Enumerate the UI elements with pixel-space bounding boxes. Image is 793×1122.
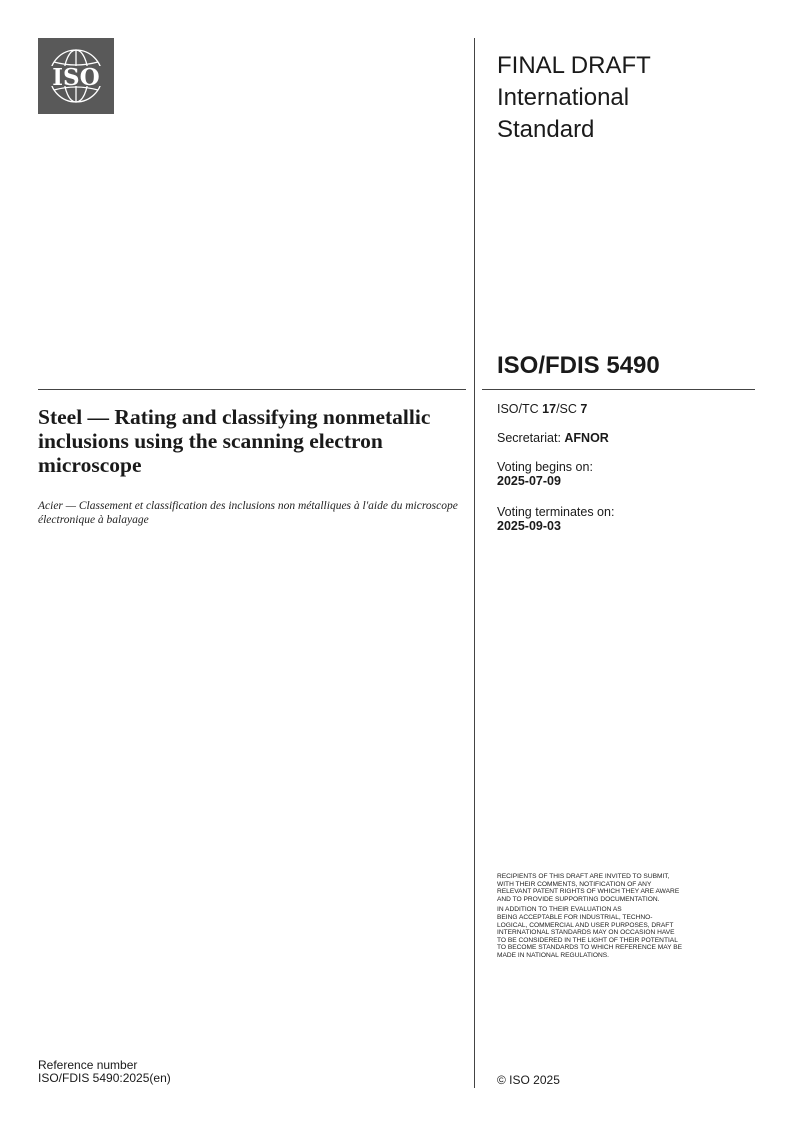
vertical-divider [474, 38, 475, 1088]
voting-terminates [497, 505, 614, 533]
iso-globe-logo-icon [38, 38, 114, 114]
title-french: Acier — Classement et classification des inclusions non métalliques à l'aide du microscope électronique à balayage [38, 500, 458, 526]
voting-begins [497, 460, 593, 488]
voting-begins-date: 2025-07-09 [497, 474, 561, 488]
committee-reference [497, 402, 587, 416]
secretariat [497, 431, 609, 445]
notice-paragraph-1: RECIPIENTS OF THIS DRAFT ARE INVITED TO SUBMIT, WITH THEIR COMMENTS, NOTIFICATION OF ANY RELEVANT PATENT RIGHTS OF WHICH THEY ARE AWARE AND TO PROVIDE SUPPORTING DOCUMENTATION. [497, 873, 680, 903]
title-english: Steel — Rating and classifying nonmetallic inclusions using the scanning electron microscope [38, 405, 431, 477]
reference-label: Reference number [38, 1058, 138, 1072]
voting-begins-label: Voting begins on: [497, 460, 593, 474]
committee-tc-number: 17 [542, 402, 557, 416]
logo-text: ISO [52, 64, 100, 91]
notice-paragraph-2: IN ADDITION TO THEIR EVALUATION AS BEING ACCEPTABLE FOR INDUSTRIAL, TECHNO- LOGICAL, COMMERCIAL AND USER PURPOSES, DRAFT INTERNATIONAL STANDARDS MAY ON OCCASION HAVE TO BE CONSIDERED IN THE LIGHT OF THEIR POTENTIAL TO BECOME STANDARDS TO WHICH REFERENCE MAY BE MADE IN NATIONAL REGULATIONS. [497, 906, 683, 959]
stage-line-1: FINAL DRAFT [497, 52, 651, 79]
committee-sc-number: 7 [580, 402, 588, 416]
secretariat-value: AFNOR [564, 431, 609, 445]
stage-line-3: Standard [497, 116, 595, 143]
voting-terminates-label: Voting terminates on: [497, 505, 615, 519]
reference-value: ISO/FDIS 5490:2025(en) [38, 1071, 171, 1085]
committee-prefix: ISO/TC [497, 402, 543, 416]
horizontal-rule-right [482, 389, 755, 390]
iso-logo [38, 38, 114, 114]
reference-number [38, 1059, 171, 1085]
copyright: © ISO 2025 [497, 1073, 560, 1087]
voting-terminates-date: 2025-09-03 [497, 519, 561, 533]
secretariat-label: Secretariat: [497, 431, 565, 445]
horizontal-rule-left [38, 389, 466, 390]
draft-notice [497, 873, 757, 963]
stage-line-2: International [497, 84, 630, 111]
committee-separator: /SC [556, 402, 581, 416]
document-number: ISO/FDIS 5490 [497, 352, 660, 379]
document-stage [497, 50, 757, 146]
